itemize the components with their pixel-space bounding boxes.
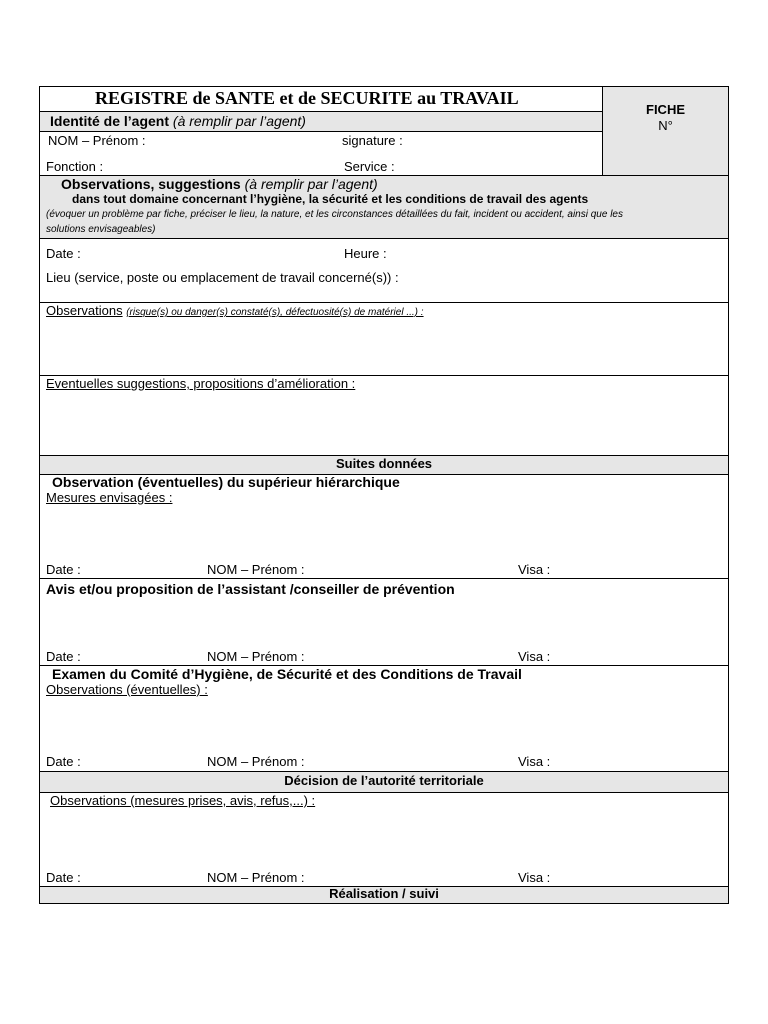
fonction-field[interactable]: Fonction : xyxy=(46,159,104,174)
date-field[interactable]: Date : xyxy=(46,246,81,261)
identite-heading-note: (à remplir par l’agent) xyxy=(172,113,306,129)
page-title: REGISTRE de SANTE et de SECURITE au TRAVAIL xyxy=(95,88,519,108)
decision-nom-field[interactable]: NOM – Prénom : xyxy=(207,870,305,885)
divider xyxy=(39,238,729,239)
nom-prenom-field[interactable]: NOM – Prénom : xyxy=(48,133,146,148)
heure-field[interactable]: Heure : xyxy=(344,246,387,261)
superieur-heading: Observation (éventuelles) du supérieur hiérarchique xyxy=(52,474,400,490)
assistant-nom-field[interactable]: NOM – Prénom : xyxy=(207,649,305,664)
decision-date-field[interactable]: Date : xyxy=(46,870,81,885)
chsct-heading: Examen du Comité d’Hygiène, de Sécurité et des Conditions de Travail xyxy=(52,666,522,682)
observations-subheading: dans tout domaine concernant l’hygiène, la sécurité et les conditions de travail des agents xyxy=(72,192,589,206)
observations-field-label[interactable] xyxy=(46,303,424,319)
chsct-nom-field[interactable]: NOM – Prénom : xyxy=(207,754,305,769)
superieur-visa-field[interactable]: Visa : xyxy=(518,562,551,577)
suggestions-field-label[interactable]: Eventuelles suggestions, propositions d’amélioration : xyxy=(46,376,356,391)
chsct-observations-label[interactable]: Observations (éventuelles) : xyxy=(46,682,208,697)
lieu-field[interactable]: Lieu (service, poste ou emplacement de travail concerné(s)) : xyxy=(46,270,399,285)
decision-visa-field[interactable]: Visa : xyxy=(518,870,551,885)
chsct-date-field[interactable]: Date : xyxy=(46,754,81,769)
observations-instructions-1: (évoquer un problème par fiche, préciser le lieu, la nature, et les circonstances détaillées du fait, incident ou accident, ainsi que les xyxy=(46,209,623,220)
signature-field[interactable]: signature : xyxy=(342,133,403,148)
divider xyxy=(39,578,729,579)
divider xyxy=(602,86,603,176)
service-field[interactable]: Service : xyxy=(344,159,395,174)
fiche-label: FICHE xyxy=(646,102,685,117)
suites-heading: Suites données xyxy=(335,456,433,471)
assistant-heading: Avis et/ou proposition de l’assistant /conseiller de prévention xyxy=(46,581,455,597)
observations-label: Observations xyxy=(46,303,123,318)
chsct-visa-field[interactable]: Visa : xyxy=(518,754,551,769)
decision-observations-label[interactable]: Observations (mesures prises, avis, refus,...) : xyxy=(50,793,316,808)
observations-instructions-2: solutions envisageables) xyxy=(46,224,156,235)
decision-heading: Décision de l’autorité territoriale xyxy=(284,773,484,788)
observations-heading-note: (à remplir par l’agent) xyxy=(244,176,378,192)
mesures-envisagees-label[interactable]: Mesures envisagées : xyxy=(46,490,173,505)
assistant-visa-field[interactable]: Visa : xyxy=(518,649,551,664)
observations-heading-text: Observations, suggestions xyxy=(61,176,241,192)
observations-heading xyxy=(61,176,378,192)
identite-heading xyxy=(50,113,306,129)
superieur-date-field[interactable]: Date : xyxy=(46,562,81,577)
divider xyxy=(39,131,602,132)
identite-heading-text: Identité de l’agent xyxy=(50,113,170,129)
observations-note: (risque(s) ou danger(s) constaté(s), défectuosité(s) de matériel ...) : xyxy=(126,307,424,318)
fiche-number: N° xyxy=(658,118,673,133)
assistant-date-field[interactable]: Date : xyxy=(46,649,81,664)
realisation-heading: Réalisation / suivi xyxy=(329,886,439,901)
superieur-nom-field[interactable]: NOM – Prénom : xyxy=(207,562,305,577)
